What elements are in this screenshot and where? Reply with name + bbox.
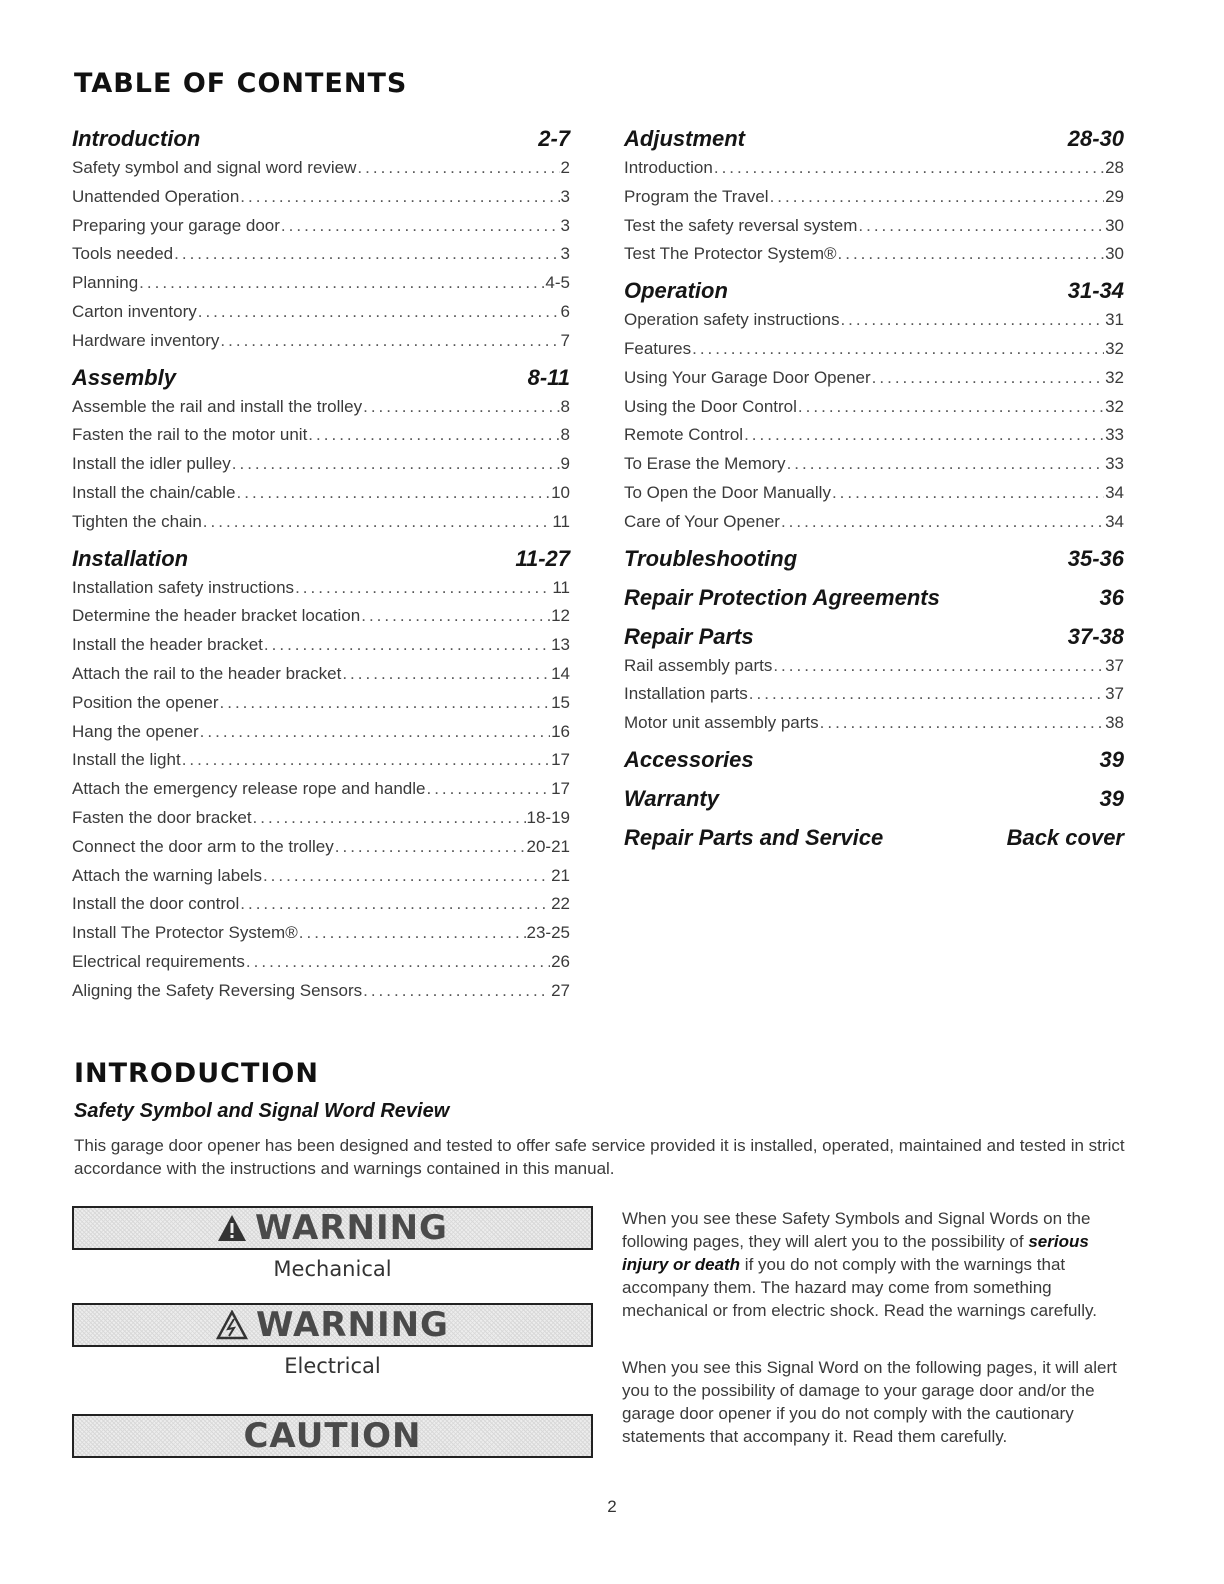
toc-entry-label: Tighten the chain [72, 511, 202, 531]
toc-section-title: Warranty [624, 785, 719, 811]
toc-entry-label: Fasten the door bracket [72, 807, 252, 827]
toc-section-pages: 31-34 [1067, 278, 1124, 304]
toc-entry[interactable] [624, 393, 1124, 422]
caution-banner [72, 1414, 593, 1458]
toc-entry-label: Planning [72, 273, 139, 293]
toc-section-title: Repair Protection Agreements [624, 584, 940, 610]
toc-entry-page: 26 [551, 951, 570, 971]
toc-dot-leader [139, 269, 544, 298]
toc-section-title: Adjustment [624, 126, 745, 151]
toc-entry[interactable] [624, 364, 1124, 393]
toc-entry-label: Aligning the Safety Reversing Sensors [72, 980, 363, 1000]
toc-dot-leader [220, 689, 551, 718]
toc-dot-leader [820, 709, 1104, 738]
toc-section-heading[interactable] [624, 622, 1124, 652]
toc-entry-page: 21 [551, 865, 570, 885]
toc-section-pages: 11-27 [515, 545, 570, 571]
toc-entry-label: Determine the header bracket location [72, 606, 361, 626]
toc-section-heading[interactable] [624, 544, 1124, 574]
toc-entry-page: 18-19 [526, 807, 570, 827]
toc-section-title: Installation [72, 545, 189, 571]
toc-dot-leader [246, 948, 550, 977]
toc-dot-leader [363, 977, 550, 1006]
toc-entry[interactable] [72, 977, 570, 1006]
toc-section-pages: 28-30 [1067, 126, 1124, 151]
toc-entry-page: 33 [1105, 454, 1124, 474]
toc-entry-page: 3 [560, 215, 570, 235]
toc-entry[interactable] [72, 804, 570, 833]
toc-section-heading[interactable] [624, 583, 1124, 613]
toc-entry-label: Attach the rail to the header bracket [72, 663, 342, 683]
toc-entry-label: Rail assembly parts [624, 655, 773, 675]
introduction-body: This garage door opener has been designed and tested to offer safe service provided it is installed, operated, maintained and tested in strict accordance with the instructions and warnings contained in this manual. [74, 1136, 1125, 1178]
toc-section-pages: 39 [1099, 746, 1124, 772]
page-number: 2 [607, 1497, 617, 1516]
toc-entry[interactable] [72, 775, 570, 804]
toc-dot-leader [240, 183, 559, 212]
toc-entry-page: 32 [1105, 367, 1124, 387]
toc-dot-leader [744, 421, 1104, 450]
toc-entry-label: Carton inventory [72, 301, 197, 321]
toc-entry-page: 29 [1105, 186, 1124, 206]
warning-banner-text: WARNING [255, 1208, 448, 1248]
toc-entry-label: Features [624, 338, 692, 358]
toc-entry[interactable] [72, 631, 570, 660]
toc-dot-leader [770, 183, 1105, 212]
toc-entry-label: Fasten the rail to the motor unit [72, 425, 308, 445]
toc-section-title: Repair Parts and Service [624, 824, 884, 850]
toc-entry[interactable] [72, 154, 570, 183]
toc-entry[interactable] [624, 212, 1124, 241]
toc-entry[interactable] [72, 660, 570, 689]
toc-entry[interactable] [72, 240, 570, 269]
toc-entry-label: Care of Your Opener [624, 511, 780, 531]
toc-dot-leader [840, 306, 1104, 335]
toc-dot-leader [832, 479, 1104, 508]
toc-dot-leader [200, 718, 550, 747]
toc-section-pages: 36 [1099, 584, 1124, 610]
toc-section-title: Accessories [624, 746, 754, 772]
toc-entry-page: 30 [1105, 244, 1124, 264]
mechanical-label: Mechanical [273, 1257, 392, 1281]
toc-entry-page: 31 [1105, 310, 1124, 330]
toc-section-heading[interactable] [72, 363, 570, 393]
toc-entry[interactable] [72, 421, 570, 450]
toc-entry[interactable] [72, 890, 570, 919]
toc-entry-page: 4-5 [545, 273, 570, 293]
toc-entry-label: Assemble the rail and install the trolley [72, 396, 363, 416]
toc-entry-label: Hang the opener [72, 721, 199, 741]
toc-entry-label: Motor unit assembly parts [624, 713, 819, 733]
toc-entry[interactable] [72, 948, 570, 977]
toc-section-heading[interactable] [72, 544, 570, 574]
toc-dot-leader [182, 746, 550, 775]
electrical-label: Electrical [284, 1354, 381, 1378]
toc-section-pages: Back cover [1006, 824, 1124, 850]
toc-section-title: Troubleshooting [624, 545, 798, 571]
toc-dot-leader [281, 212, 560, 241]
toc-entry-page: 3 [560, 186, 570, 206]
toc-entry[interactable] [624, 450, 1124, 479]
toc-entry-label: Unattended Operation [72, 186, 240, 206]
toc-entry[interactable] [72, 746, 570, 775]
toc-entry[interactable] [624, 680, 1124, 709]
toc-section-heading[interactable] [624, 276, 1124, 306]
toc-entry-label: Attach the emergency release rope and handle [72, 779, 426, 799]
toc-dot-leader [357, 154, 559, 183]
toc-dot-leader [714, 154, 1104, 183]
toc-entry-label: To Erase the Memory [624, 454, 786, 474]
toc-entry-label: Using the Door Control [624, 396, 797, 416]
toc-section-heading[interactable] [624, 124, 1124, 154]
toc-dot-leader [749, 680, 1104, 709]
toc-entry-label: Electrical requirements [72, 951, 245, 971]
toc-entry-page: 12 [551, 606, 570, 626]
caution-banner-text: CAUTION [243, 1416, 422, 1456]
toc-entry-page: 8 [560, 396, 570, 416]
toc-entry-label: Install the light [72, 750, 181, 770]
serious-injury-emphasis: serious injury or death [622, 1232, 1089, 1274]
toc-entry-page: 9 [560, 454, 570, 474]
toc-entry[interactable] [72, 183, 570, 212]
toc-dot-leader [872, 364, 1104, 393]
toc-entry-page: 32 [1105, 396, 1124, 416]
toc-entry[interactable] [72, 212, 570, 241]
toc-dot-leader [335, 833, 526, 862]
toc-entry-page: 27 [551, 980, 570, 1000]
toc-entry-label: Install the idler pulley [72, 454, 231, 474]
toc-entry[interactable] [624, 240, 1124, 269]
toc-entry[interactable] [72, 479, 570, 508]
toc-entry[interactable] [72, 450, 570, 479]
toc-left-column [72, 124, 570, 1006]
toc-dot-leader [220, 327, 559, 356]
toc-section-heading[interactable] [72, 124, 570, 154]
toc-entry-page: 13 [551, 635, 570, 655]
toc-entry-page: 14 [551, 663, 570, 683]
toc-section-heading[interactable] [624, 823, 1124, 853]
toc-entry-page: 37 [1105, 655, 1124, 675]
toc-entry-label: Hardware inventory [72, 330, 220, 350]
toc-dot-leader [342, 660, 550, 689]
toc-right-column [624, 124, 1124, 853]
toc-entry-label: Safety symbol and signal word review [72, 158, 357, 177]
toc-entry[interactable] [72, 602, 570, 631]
toc-dot-leader [295, 574, 551, 603]
toc-entry[interactable] [72, 718, 570, 747]
toc-section-pages: 2-7 [538, 126, 570, 151]
toc-entry[interactable] [624, 183, 1124, 212]
toc-entry-label: Install The Protector System® [72, 923, 298, 943]
toc-entry-page: 22 [551, 894, 570, 914]
toc-entry-page: 11 [552, 511, 570, 531]
toc-dot-leader [263, 862, 550, 891]
toc-dot-leader [253, 804, 526, 833]
toc-entry[interactable] [624, 652, 1124, 681]
toc-entry-page: 7 [560, 330, 570, 350]
toc-section-pages: 35-36 [1067, 545, 1124, 571]
toc-entry-page: 17 [551, 750, 570, 770]
toc-entry-page: 32 [1105, 338, 1124, 358]
toc-entry-page: 20-21 [526, 836, 570, 856]
toc-entry[interactable] [72, 269, 570, 298]
introduction-title: INTRODUCTION [74, 1058, 319, 1089]
toc-dot-leader [299, 919, 526, 948]
toc-dot-leader [773, 652, 1104, 681]
toc-entry-page: 33 [1105, 425, 1124, 445]
toc-dot-leader [174, 240, 559, 269]
warning-explanation-text-end: if you do not comply with the warnings that accompany them. The hazard may come from something mechanical or from electric shock. Read the warnings carefully. [622, 1255, 1097, 1320]
toc-dot-leader [232, 450, 560, 479]
toc-entry-label: Attach the warning labels [72, 865, 262, 885]
toc-section-pages: 37-38 [1067, 623, 1124, 649]
warning-triangle-filled-icon [217, 1214, 247, 1242]
toc-title: TABLE OF CONTENTS [74, 68, 408, 99]
toc-entry-label: Test The Protector System® [624, 244, 837, 264]
toc-dot-leader [781, 508, 1104, 537]
toc-dot-leader [198, 298, 560, 327]
toc-entry-label: Introduction [624, 158, 713, 177]
toc-section-title: Introduction [72, 126, 201, 151]
toc-entry-label: Test the safety reversal system [624, 215, 858, 235]
toc-entry[interactable] [72, 689, 570, 718]
introduction-subtitle: Safety Symbol and Signal Word Review [74, 1100, 450, 1122]
toc-entry-page: 10 [551, 482, 570, 502]
toc-entry-page: 30 [1105, 215, 1124, 235]
toc-entry-label: Remote Control [624, 425, 744, 445]
toc-entry-label: Install the header bracket [72, 635, 263, 655]
toc-dot-leader [787, 450, 1105, 479]
toc-dot-leader [264, 631, 550, 660]
toc-entry-page: 3 [560, 244, 570, 264]
toc-entry[interactable] [624, 709, 1124, 738]
toc-entry[interactable] [72, 327, 570, 356]
toc-entry-page: 38 [1105, 713, 1124, 733]
electrical-hazard-icon [216, 1310, 248, 1340]
toc-entry[interactable] [72, 833, 570, 862]
caution-explanation: When you see this Signal Word on the following pages, it will alert you to the possibility of damage to your garage door and/or the garage door opener if you do not comply with the cautionary statements that accompany it. Read them carefully. [622, 1358, 1117, 1446]
toc-dot-leader [426, 775, 550, 804]
toc-dot-leader [361, 602, 550, 631]
toc-dot-leader [692, 335, 1104, 364]
toc-dot-leader [363, 393, 559, 422]
toc-entry[interactable] [624, 154, 1124, 183]
toc-entry-page: 23-25 [526, 923, 570, 943]
toc-section-heading[interactable] [624, 784, 1124, 814]
toc-entry-page: 17 [551, 779, 570, 799]
toc-entry-page: 16 [551, 721, 570, 741]
toc-entry-label: Operation safety instructions [624, 310, 840, 330]
toc-entry-label: Install the door control [72, 894, 240, 914]
toc-entry[interactable] [624, 421, 1124, 450]
toc-entry-page: 34 [1105, 511, 1124, 531]
toc-entry[interactable] [72, 508, 570, 537]
toc-entry[interactable] [72, 393, 570, 422]
toc-entry-page: 34 [1105, 482, 1124, 502]
toc-entry[interactable] [624, 508, 1124, 537]
toc-section-pages: 8-11 [527, 364, 570, 390]
toc-entry-page: 2 [560, 158, 570, 177]
toc-entry-page: 11 [552, 577, 570, 597]
toc-entry[interactable] [624, 479, 1124, 508]
toc-section-title: Assembly [72, 364, 176, 390]
toc-entry-page: 6 [560, 301, 570, 321]
toc-section-heading[interactable] [624, 745, 1124, 775]
toc-entry-label: To Open the Door Manually [624, 482, 831, 502]
toc-entry[interactable] [72, 574, 570, 603]
toc-dot-leader [240, 890, 550, 919]
toc-entry-label: Preparing your garage door [72, 215, 280, 235]
toc-entry-label: Position the opener [72, 692, 219, 712]
toc-dot-leader [838, 240, 1105, 269]
toc-entry-label: Tools needed [72, 244, 174, 264]
toc-entry-label: Connect the door arm to the trolley [72, 836, 334, 856]
toc-dot-leader [858, 212, 1104, 241]
toc-dot-leader [308, 421, 559, 450]
toc-entry[interactable] [72, 298, 570, 327]
toc-entry-label: Installation safety instructions [72, 577, 295, 597]
toc-entry-page: 28 [1105, 158, 1124, 177]
toc-entry[interactable] [72, 862, 570, 891]
warning-banner-text: WARNING [256, 1305, 449, 1345]
warning-explanation [622, 1207, 1132, 1322]
toc-entry-page: 37 [1105, 684, 1124, 704]
toc-entry-page: 8 [560, 425, 570, 445]
toc-entry-label: Installation parts [624, 684, 748, 704]
toc-entry[interactable] [72, 919, 570, 948]
toc-entry-page: 15 [551, 692, 570, 712]
toc-entry-label: Using Your Garage Door Opener [624, 367, 871, 387]
toc-dot-leader [237, 479, 551, 508]
toc-entry-label: Install the chain/cable [72, 482, 236, 502]
toc-section-pages: 39 [1099, 785, 1124, 811]
toc-entry[interactable] [624, 335, 1124, 364]
toc-dot-leader [798, 393, 1104, 422]
toc-entry[interactable] [624, 306, 1124, 335]
warning-explanation-text: When you see these Safety Symbols and Signal Words on the following pages, they will alert you to the possibility of [622, 1209, 1091, 1251]
warning-banner-electrical [72, 1303, 593, 1347]
toc-section-title: Operation [624, 278, 728, 304]
toc-section-title: Repair Parts [624, 623, 754, 649]
toc-entry-label: Program the Travel [624, 186, 769, 206]
toc-dot-leader [203, 508, 552, 537]
warning-banner-mechanical [72, 1206, 593, 1250]
